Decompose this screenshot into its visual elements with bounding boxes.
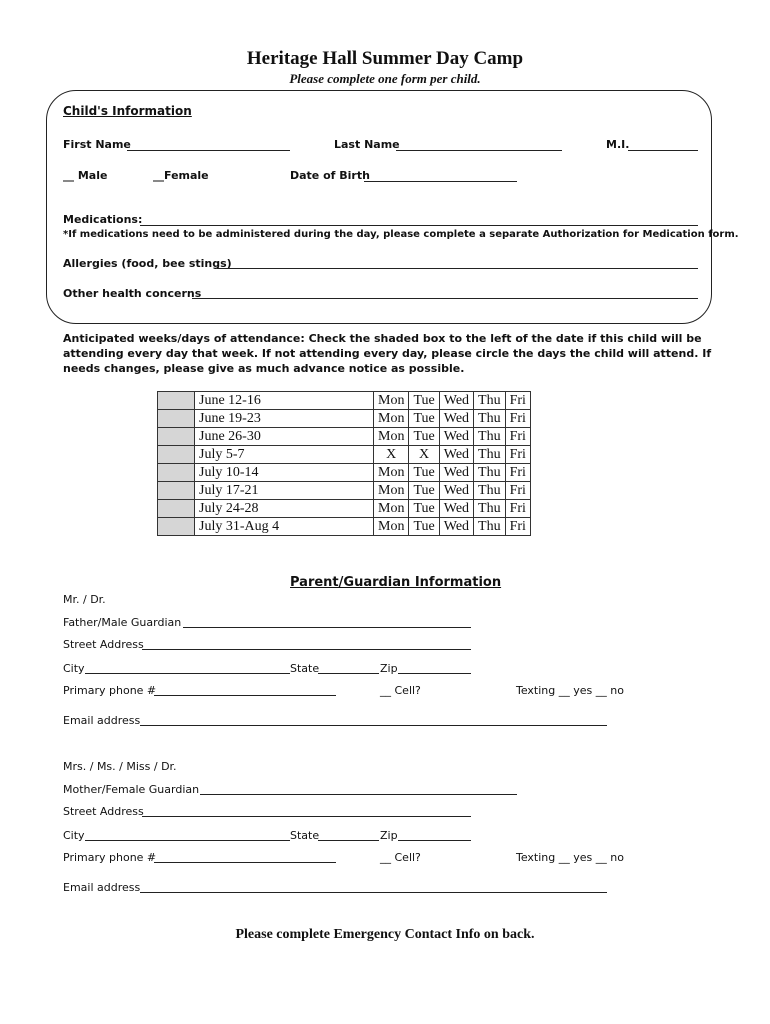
g2-guardian-field[interactable] [200,794,517,795]
day-cell[interactable]: Fri [505,410,530,428]
week-checkbox[interactable] [158,428,195,446]
g2-zip-field[interactable] [398,840,471,841]
day-cell[interactable]: Wed [439,464,473,482]
g1-zip-field[interactable] [398,673,471,674]
medications-label: Medications: [63,213,143,226]
g2-phone-label: Primary phone # [63,851,157,864]
day-cell[interactable]: Tue [409,500,439,518]
allergies-label: Allergies (food, bee stings) [63,257,232,270]
week-label: July 17-21 [195,482,374,500]
g2-street-field[interactable] [142,816,471,817]
g2-zip-label: Zip [380,829,398,842]
day-cell[interactable]: Thu [474,482,506,500]
day-cell[interactable]: Fri [505,518,530,536]
week-label: July 10-14 [195,464,374,482]
child-info-heading: Child's Information [63,104,192,118]
day-cell[interactable]: Mon [374,410,409,428]
day-cell[interactable]: Tue [409,428,439,446]
g1-guardian-label: Father/Male Guardian [63,616,182,629]
day-cell[interactable]: Thu [474,446,506,464]
day-cell[interactable]: Tue [409,392,439,410]
day-cell[interactable]: Thu [474,410,506,428]
g1-phone-field[interactable] [154,695,336,696]
g1-phone-label: Primary phone # [63,684,157,697]
day-cell[interactable]: Wed [439,392,473,410]
g1-email-field[interactable] [140,725,607,726]
day-cell[interactable]: X [409,446,439,464]
day-cell[interactable]: Fri [505,446,530,464]
week-checkbox[interactable] [158,518,195,536]
g2-state-label: State [290,829,320,842]
g1-email-label: Email address [63,714,141,727]
week-checkbox[interactable] [158,446,195,464]
g1-city-field[interactable] [85,673,290,674]
schedule-row [158,500,531,518]
day-cell[interactable]: Thu [474,464,506,482]
medication-note: *If medications need to be administered during the day, please complete a separate Authorization for Medication form. [63,229,739,240]
mi-field[interactable] [628,150,698,151]
g1-city-label: City [63,662,85,675]
week-checkbox[interactable] [158,410,195,428]
day-cell[interactable]: Mon [374,482,409,500]
schedule-row [158,482,531,500]
other-concerns-field[interactable] [192,298,698,299]
day-cell[interactable]: Fri [505,428,530,446]
g1-state-field[interactable] [318,673,379,674]
week-label: June 26-30 [195,428,374,446]
female-option[interactable]: __Female [153,169,209,182]
day-cell[interactable]: Fri [505,482,530,500]
day-cell[interactable]: Mon [374,500,409,518]
schedule-row [158,410,531,428]
schedule-row [158,428,531,446]
attendance-instructions: Anticipated weeks/days of attendance: Check the shaded box to the left of the date if this child will be attending every day that week. If not attending every day, please circle the days the child will attend. If needs changes, please give as much advance notice as possible. [63,332,712,375]
day-cell[interactable]: Fri [505,500,530,518]
schedule-row [158,518,531,536]
g1-state-label: State [290,662,320,675]
g2-cell-option[interactable]: __ Cell? [380,851,421,864]
g1-zip-label: Zip [380,662,398,675]
week-checkbox[interactable] [158,464,195,482]
g1-street-field[interactable] [142,649,471,650]
other-concerns-label: Other health concerns [63,287,202,300]
schedule-row [158,446,531,464]
medications-field[interactable] [140,225,698,226]
week-label: June 19-23 [195,410,374,428]
g1-guardian-field[interactable] [183,627,471,628]
attendance-table [157,391,531,536]
schedule-row [158,464,531,482]
allergies-field[interactable] [217,268,698,269]
day-cell[interactable]: Wed [439,410,473,428]
day-cell[interactable]: Wed [439,518,473,536]
last-name-label: Last Name [334,138,400,151]
day-cell[interactable]: Thu [474,392,506,410]
g2-street-label: Street Address [63,805,144,818]
day-cell[interactable]: Tue [409,464,439,482]
first-name-label: First Name [63,138,131,151]
g2-salutation[interactable]: Mrs. / Ms. / Miss / Dr. [63,760,177,773]
g1-salutation[interactable]: Mr. / Dr. [63,593,106,606]
day-cell[interactable]: Fri [505,464,530,482]
week-label: July 5-7 [195,446,374,464]
day-cell[interactable]: Wed [439,446,473,464]
day-cell[interactable]: Thu [474,428,506,446]
dob-field[interactable] [364,181,517,182]
week-checkbox[interactable] [158,482,195,500]
day-cell[interactable]: X [374,446,409,464]
dob-label: Date of Birth [290,169,370,182]
g1-cell-option[interactable]: __ Cell? [380,684,421,697]
day-cell[interactable]: Tue [409,518,439,536]
male-option[interactable]: __ Male [63,169,108,182]
g2-guardian-label: Mother/Female Guardian [63,783,200,796]
g2-city-label: City [63,829,85,842]
day-cell[interactable]: Thu [474,518,506,536]
day-cell[interactable]: Mon [374,464,409,482]
day-cell[interactable]: Thu [474,500,506,518]
form-subtitle: Please complete one form per child. [289,71,481,86]
day-cell[interactable]: Wed [439,482,473,500]
day-cell[interactable]: Mon [374,428,409,446]
first-name-field[interactable] [127,150,290,151]
g2-email-field[interactable] [140,892,607,893]
parent-info-heading: Parent/Guardian Information [290,575,502,590]
day-cell[interactable]: Fri [505,392,530,410]
g2-state-field[interactable] [318,840,379,841]
g1-street-label: Street Address [63,638,144,651]
g2-email-label: Email address [63,881,141,894]
day-cell[interactable]: Wed [439,500,473,518]
g2-texting-option[interactable]: Texting __ yes __ no [516,851,624,864]
week-checkbox[interactable] [158,392,195,410]
day-cell[interactable]: Wed [439,428,473,446]
week-checkbox[interactable] [158,500,195,518]
day-cell[interactable]: Tue [409,410,439,428]
schedule-row [158,392,531,410]
day-cell[interactable]: Tue [409,482,439,500]
g2-phone-field[interactable] [154,862,336,863]
week-label: July 31-Aug 4 [195,518,374,536]
g2-city-field[interactable] [85,840,290,841]
form-title: Heritage Hall Summer Day Camp [246,48,524,69]
week-label: June 12-16 [195,392,374,410]
day-cell[interactable]: Mon [374,518,409,536]
footer-note: Please complete Emergency Contact Info on back. [235,927,535,942]
mi-label: M.I. [606,138,630,151]
week-label: July 24-28 [195,500,374,518]
day-cell[interactable]: Mon [374,392,409,410]
last-name-field[interactable] [396,150,562,151]
g1-texting-option[interactable]: Texting __ yes __ no [516,684,624,697]
